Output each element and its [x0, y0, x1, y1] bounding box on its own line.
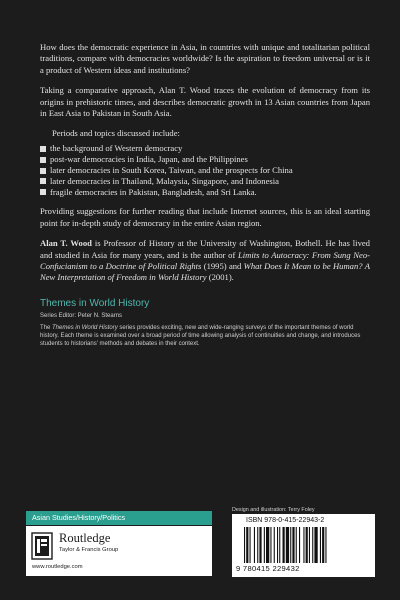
design-credit: Design and illustration: Terry Foley [232, 507, 315, 513]
publisher-name: Routledge [59, 531, 111, 545]
topics-list [40, 143, 370, 197]
publisher-group: Taylor & Francis Group [59, 547, 119, 553]
list-item: post-war democracies in India, Japan, and the Philippines [40, 154, 370, 165]
approach-paragraph: Taking a comparative approach, Alan T. Wood traces the evolution of democracy from its origins in prehistoric times, and describes democratic growth in 13 Asian countries from Japan in East Asia to Pakistan in South Asia. [40, 85, 370, 119]
list-item: fragile democracies in Pakistan, Bangladesh, and Sri Lanka. [40, 187, 370, 198]
series-editor: Series Editor: Peter N. Stearns [40, 312, 123, 319]
subject-category-bar: Asian Studies/History/Politics [26, 511, 212, 525]
routledge-logo-icon [31, 532, 53, 560]
bullet-icon [40, 178, 46, 184]
list-item: later democracies in South Korea, Taiwan, and the prospects for China [40, 165, 370, 176]
list-item: later democracies in Thailand, Malaysia, Singapore, and Indonesia [40, 176, 370, 187]
bullet-icon [40, 168, 46, 174]
bullet-icon [40, 189, 46, 195]
bullet-icon [40, 146, 46, 152]
suggestions-paragraph: Providing suggestions for further reading that include Internet sources, this is an ideal starting point for in-depth study of democracy in the entire Asian region. [40, 206, 370, 228]
book-title: Limits to Autocracy: From Sung Neo-Confucianism to a Doctrine of Political Rights [40, 249, 370, 272]
author-name: Alan T. Wood [40, 238, 92, 249]
list-item: the background of Western democracy [40, 143, 370, 154]
publisher-block [26, 526, 212, 576]
periods-heading: Periods and topics discussed include: [52, 128, 180, 139]
series-description: The Themes in World History series provides exciting, new and wide-ranging surveys of the important themes of world history. Each theme is examined over a broad period of time allowing analysis of continuities and change, and introduces students to historians' methods and debates in their context. [40, 324, 361, 348]
barcode-digits: 9 780415 229432 [236, 564, 300, 573]
isbn-block [232, 514, 375, 577]
isbn-label: ISBN 978-0-415-22943-2 [246, 517, 325, 524]
series-title: Themes in World History [40, 297, 150, 309]
author-bio: Alan T. Wood is Professor of History at the University of Washington, Bothell. He has lived and studied in Asia for many years, and is the author of Limits to Autocracy: From Sung Neo-Confucianism to a Doctrine of Political Rights (1995) and What Does It Mean to be Human? A New Interpretation of Freedom in World History (2001). [40, 238, 370, 283]
bullet-icon [40, 157, 46, 163]
publisher-website: www.routledge.com [32, 564, 83, 570]
intro-paragraph: How does the democratic experience in Asia, in countries with unique and totalitarian political traditions, compare with democracies worldwide? Is the aspiration to freedom universal or is it a product of Western ideas and institutions? [40, 42, 370, 75]
back-cover-text [40, 42, 370, 348]
book-title: What Does It Mean to be Human? A New Interpretation of Freedom in World History [40, 261, 370, 283]
barcode-icon [242, 527, 365, 565]
